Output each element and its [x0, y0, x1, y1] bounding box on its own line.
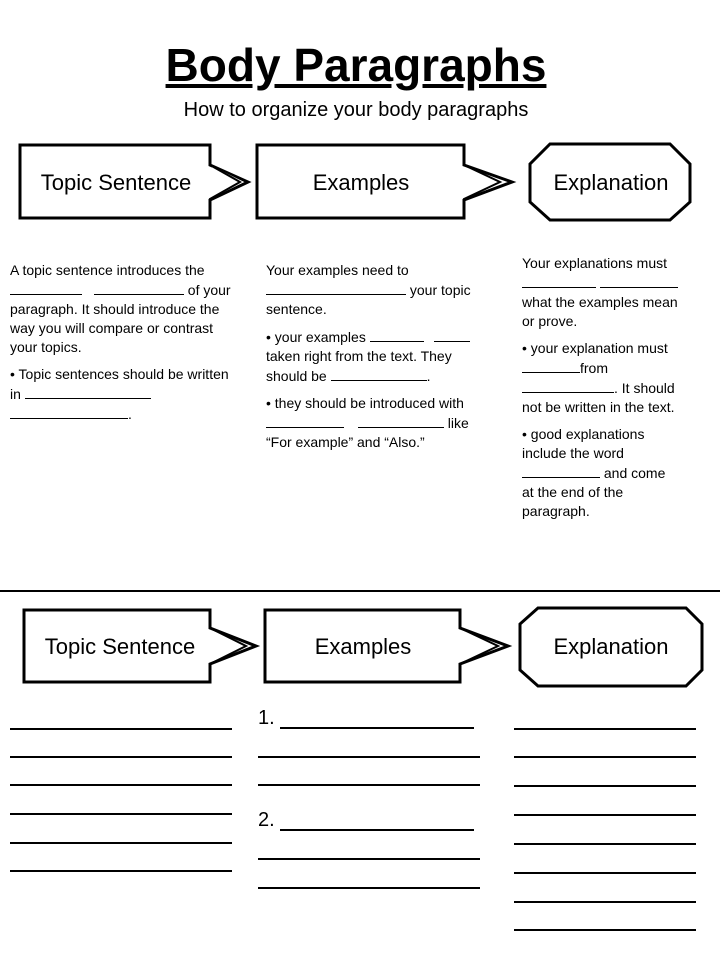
blank: [370, 327, 424, 342]
explanation-note-3-text-a: • good explanations include the word: [522, 426, 645, 461]
example-write-line[interactable]: [258, 887, 480, 889]
explanation-write-line[interactable]: [514, 756, 696, 758]
explanation-note-1: [522, 254, 678, 331]
explanation-note-3-text-b: and come at the end of the paragraph.: [522, 465, 666, 519]
blank: [266, 413, 344, 428]
section-divider: [0, 590, 720, 592]
topic-notes: [10, 261, 242, 432]
blank: [522, 273, 596, 288]
topic-write-line[interactable]: [10, 813, 232, 815]
blank: [358, 413, 444, 428]
explanation-note-1-text-b: what the examples mean or prove.: [522, 294, 678, 329]
blank: [331, 366, 427, 381]
blank: [434, 327, 470, 342]
topic-note-2-text-a: • Topic sentences should be written in: [10, 366, 229, 402]
example-write-line[interactable]: [258, 784, 480, 786]
topic-note-2: [10, 365, 242, 424]
explanation-note-2: [522, 339, 678, 417]
blank: [25, 384, 151, 399]
topic-write-line[interactable]: [10, 870, 232, 872]
bottom-explanation-label: Explanation: [553, 634, 669, 659]
examples-note-1-text-b: your topic sentence.: [266, 282, 471, 317]
blank: [10, 404, 128, 419]
blank: [522, 463, 600, 478]
blank: [522, 378, 614, 393]
blank: [266, 280, 406, 295]
example-2-write-line[interactable]: [280, 829, 474, 831]
page-subtitle: How to organize your body paragraphs: [183, 99, 529, 121]
explanation-write-line[interactable]: [514, 728, 696, 730]
explanation-note-2-text-a: • your explanation must: [522, 340, 668, 356]
examples-label: Examples: [312, 170, 410, 195]
bottom-topic-sentence-label: Topic Sentence: [44, 634, 196, 659]
topic-write-line[interactable]: [10, 756, 232, 758]
topic-write-line[interactable]: [10, 842, 232, 844]
examples-note-2-text-a: • your examples: [266, 329, 366, 345]
explanation-write-line[interactable]: [514, 929, 696, 931]
topic-sentence-label: Topic Sentence: [40, 170, 192, 195]
examples-note-1: [266, 261, 494, 319]
examples-note-2-end: .: [426, 368, 431, 384]
topic-write-line[interactable]: [10, 728, 232, 730]
explanation-note-2-text-b: from: [580, 360, 608, 376]
explanation-write-line[interactable]: [514, 843, 696, 845]
explanation-write-line[interactable]: [514, 785, 696, 787]
example-1-number: 1.: [258, 707, 275, 729]
examples-note-1-text-a: Your examples need to: [266, 262, 409, 278]
example-1-write-line[interactable]: [280, 727, 474, 729]
explanation-note-2-text-c: . It should not be written in the text.: [522, 380, 675, 415]
example-2-number: 2.: [258, 809, 275, 831]
examples-notes: [266, 261, 494, 460]
explanation-label: Explanation: [553, 170, 669, 195]
topic-note-1-text-a: A topic sentence introduces the: [10, 262, 205, 278]
examples-note-2: [266, 327, 494, 386]
explanation-write-line[interactable]: [514, 872, 696, 874]
blank: [522, 358, 580, 373]
topic-write-line[interactable]: [10, 784, 232, 786]
blank: [94, 280, 184, 295]
blank: [600, 273, 678, 288]
examples-note-2-text-b: taken right from the text. They should be: [266, 348, 452, 384]
bottom-examples-label: Examples: [314, 634, 412, 659]
explanation-note-3: [522, 425, 678, 521]
topic-note-2-end: .: [128, 406, 132, 422]
topic-note-1-text-b: of your paragraph. It should introduce the way you will compare or contrast your topics.: [10, 282, 231, 355]
topic-note-1: [10, 261, 242, 357]
examples-note-3: [266, 394, 494, 452]
example-write-line[interactable]: [258, 858, 480, 860]
explanation-notes: [522, 254, 678, 529]
explanation-write-line[interactable]: [514, 901, 696, 903]
examples-note-3-text-a: • they should be introduced with: [266, 395, 464, 411]
explanation-write-line[interactable]: [514, 814, 696, 816]
examples-note-3-text-b: like “For example” and “Also.”: [266, 415, 469, 450]
blank: [10, 280, 82, 295]
page-title: Body Paragraphs: [165, 39, 547, 91]
example-write-line[interactable]: [258, 756, 480, 758]
explanation-note-1-text-a: Your explanations must: [522, 255, 668, 271]
